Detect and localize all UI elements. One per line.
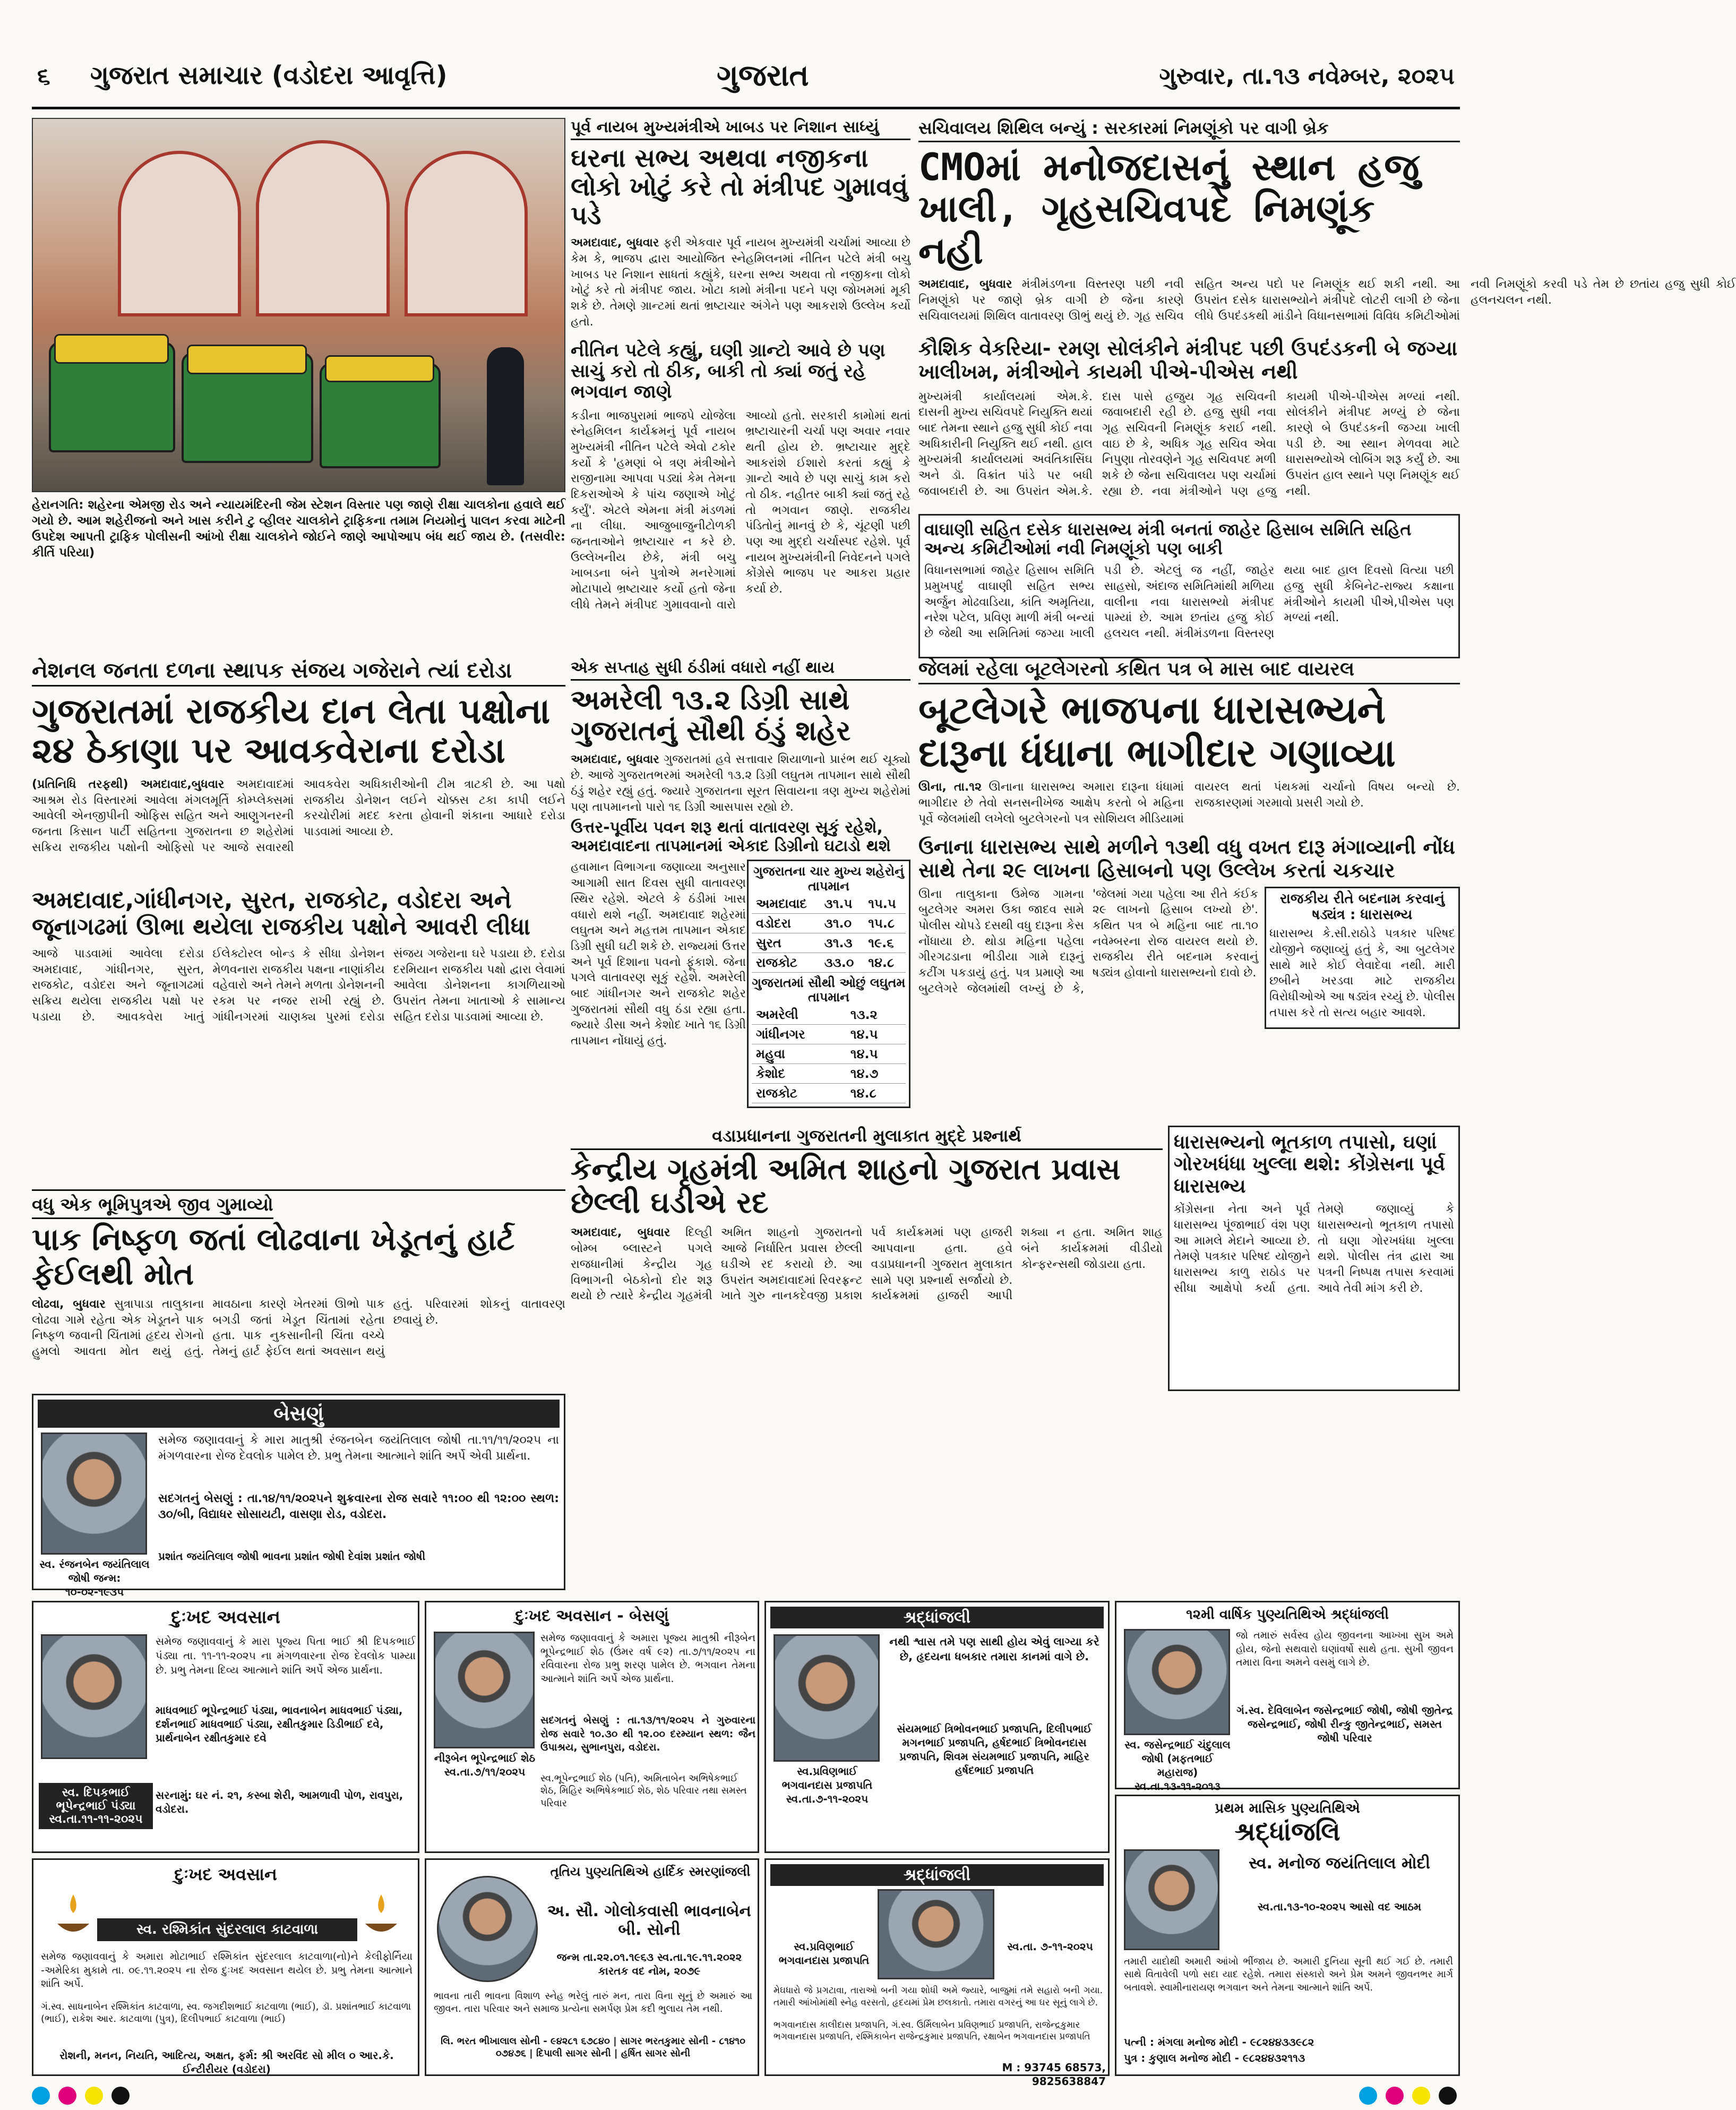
family-names: સંયમભાઈ ત્રિભોવનભાઈ પ્રજાપતિ, દિલીપભાઈ મગનભાઈ પ્રજાપતિ, હર્ષદભાઈ ત્રિભોવનદાસ પ્રજાપતિ, શિવમ સંયમભાઈ પ્રજાપતિ, માહિર હર્ષદભાઈ પ્રજાપતિ (897, 1722, 1092, 1777)
temperature-table (747, 860, 910, 1108)
registration-mark (1359, 2087, 1377, 2105)
notice-title: ૧૨મી વાર્ષિક પુણ્યતિથિએ શ્રદ્ધાંજલી (1186, 1607, 1389, 1623)
article-body (918, 277, 1736, 334)
wife-contact: પત્ની : મંગલા મનોજ મોદી - ૯૮૨૪૪૩૩૯૮૨ (1124, 2036, 1314, 2048)
temp-cell: ૧૪.૫ (846, 1024, 906, 1044)
article-body (571, 1225, 1163, 1395)
dates: જન્મ તા.૨૨.૦૧.૧૯૬૩ સ્વ.તા.૧૯.૧૧.૨૦૨૨ કારતક વદ નોમ, ૨૦૭૯ (556, 1951, 742, 1977)
dates: સ્વ.તા.૧૩-૧૧-૨૦૧૩ (1135, 1780, 1221, 1792)
registration-mark (1412, 2087, 1430, 2105)
story-cmo (918, 118, 1736, 654)
statement-body: ધારાસભ્ય કે.સી.રાઠોડે પત્રકાર પરિષદ યોજીને જણાવ્યું હતું કે, આ બુટલેગર સાથે મારે કોઈ લેવાદેવા નથી. મારી છબીને ખરડવા માટે રાજકીય વિરોધીઓએ આ ષડ્યંત્ર રચ્યું છે. પોલીસ તપાસ કરે તો સત્ય બહાર આવશે. (1269, 927, 1455, 1019)
temp-cell: મહુવા (752, 1044, 846, 1063)
registration-mark (85, 2087, 103, 2105)
family-names: પ્રશાંત જયંતિલાલ જોષી ભાવના પ્રશાંત જોષી દેવાંશ પ્રશાંત જોષી (158, 1550, 426, 1563)
temp-cell: વડોદરા (752, 913, 820, 933)
phone: M : 93745 68573, 9825638847 (1002, 2061, 1106, 2088)
portrait-photo (878, 1889, 994, 1979)
temp-cell: રાજકોટ (752, 1083, 846, 1103)
name: સ્વ. દિપકભાઈ ભૂપેન્દ્રભાઈ પંડ્યા (56, 1786, 136, 1813)
dates: સ્વ.તા.૭-૧૧-૨૦૨૫ (786, 1792, 869, 1805)
portrait-photo (41, 1433, 147, 1555)
family-names: ભગવાનદાસ કાલીદાસ પ્રજાપતિ, ગં.સ્વ. ઉર્મિલાબેન પ્રવિણભાઈ પ્રજાપતિ, રાજેન્દ્રકુમાર ભગવાનદાસ પ્રજાપતિ, રશ્મિકાબેન રાજેન્દ્રકુમાર પ્રજાપતિ, રક્ષાબેન ભગવાનદાસ પ્રજાપતિ (774, 2020, 1090, 2043)
subheadline: ઉત્તર-પૂર્વીય પવન શરૂ થતાં વાતાવરણ સૂકું રહેશે, અમદાવાદના તાપમાનમાં એકાદ ડિગ્રીનો ઘટાડો થશે (571, 818, 891, 855)
page-number: ૬ (37, 63, 50, 90)
dates: સ્વ.તા. ૭-૧૧-૨૦૨૫ (1007, 1940, 1093, 1953)
article-text: અમદાવાદમાં આશ્રમ રોડ વિસ્તારમાં આવેલા મંગલમૂર્તિ કોમ્પ્લેક્સમાં આવેલી એનજીપીની ઓફિસ સહિત અને આણુગનરની જનતા કિસાન પાર્ટી સહિતના ગુજરાતના છ શહેરોમાં સક્રિય રાજકીય પક્ષોની ઓફિસો પર આજે સવારથી આવકવેરા અધિકારીઓની ટીમ ત્રાટકી છે. આ પક્ષો રાજકીય ડોનેશન લઈને ચોક્કસ ટકા કાપી લઈને કરચોરીમાં મદદ કરતા હોવાની શંકાના આધારે દરોડા પાડવામાં આવ્યા છે. (32, 777, 565, 854)
city-temps (752, 894, 906, 973)
headline: બૂટલેગરે ભાજપના ધારાસભ્યને દારૂના ધંધાના ભાગીદાર ગણાવ્યા (918, 688, 1396, 775)
deceased-name: સ્વ. મનોજ જયંતિલાલ મોદી (1248, 1854, 1431, 1873)
portrait-photo (437, 1876, 538, 1982)
notice-body: સમેજ જણાવવાનું કે મારા માતુશ્રી રંજનબેન જયંતિલાલ જોષી તા.૧૧/૧૧/૨૦૨૫ ના મંગળવારના રોજ દેવલોક પામેલ છે. પ્રભુ તેમના આત્માને શાંતિ અર્પે એવી પ્રાર્થના. (158, 1434, 559, 1463)
temp-cell: રાજકોટ (752, 953, 820, 972)
obituary-rashmikant (32, 1858, 419, 2076)
story-farmer (32, 1189, 565, 1386)
temp-cell: અમદાવાદ (752, 894, 820, 914)
headline: ગુજરાતમાં રાજકીય દાન લેતા પક્ષોના ૨૪ ઠેકાણા પર આવકવેરાના દરોડા (32, 691, 551, 771)
station-arch (256, 140, 390, 316)
story-raids (32, 658, 565, 1189)
headline: ધારાસભ્યનો ભૂતકાળ તપાસો, ઘણાં ગોરખધંધા ખુલ્લા થશે: કોંગ્રેસના પૂર્વ ધારાસભ્ય (1174, 1131, 1446, 1197)
article-body-2: મુખ્યમંત્રી કાર્યાલયમાં એમ.કે. દાસની મુખ્ય સચિવપદે નિયુક્તિ થયાં બાદ તેમના સ્થાને હજુ સુધી કોઈ નવા અધિકારીની નિયુક્તિ થઈ નથી. હાલ મુખ્યમંત્રી કાર્યાલયમાં અવંતિકાસિંઘ અને ડૉ. વિક્રાંત પાંડે પર બધી જવાબદારી છે. આ ઉપરાંત એમ.કે. દાસ પાસે હજુય ગૃહ સચિવની જવાબદારી રહી છે. હજુ સુધી નવા ગૃહ સચિવની નિમણૂંક કરાઈ નથી. વાઇ છે કે, અધિક ગૃહ સચિવ એવા નિપુણા તોરવણેને ગૃહ સચિવપદ મળી શકે છે જેના સચિવાલય પણ ચર્ચામાં રહ્યા છે. નવા મંત્રીઓને પણ હજુ કાયમી પીએ-પીએસ મળ્યાં નથી. સોલંકીને મંત્રીપદ મળ્યું છે જેના કારણે બે ઉપદંડકની જગ્યા ખાલી પડી છે. આ સ્થાન મેળવવા માટે ધારાસભ્યોએ લોબિંગ શરૂ કર્યું છે. આ ઉપરાંત હાલ સ્થાને પણ નિમણૂંક થઈ નથી. (918, 390, 1460, 498)
notice-title: શ્રદ્ધાંજલી (770, 1864, 1104, 1886)
family-names: લિ. ભરત ભીખાલાલ સોની - ૯૪૨૮૧ ૬૭૮૪૦ | સાગર ભરતકુમાર સોની - ૮૧૪૧૦ ૦૭૪૭૬ | દિપાલી સાગર સોની | હર્ષિત સાગર સોની (441, 2036, 745, 2060)
family-names: ગં.સ્વ. સાધનાબેન રશ્મિકાંત કાટવાળા, સ્વ. જગદીશભાઈ કાટવાળા (ભાઈ), ડૉ. પ્રશાંતભાઈ કાટવાળા (ભાઈ), રાકેશ આર. કાટવાળા (પુત્ર), દિલીપભાઈ કાટવાળા (ભાઈ) (41, 2001, 411, 2025)
notice-title: તૃતિય પુણ્યતિથિએ હાર્દિક સ્મરણાંજલી (550, 1864, 751, 1879)
kicker: વધુ એક ભૂમિપુત્રએ જીવ ગુમાવ્યો (32, 1194, 273, 1219)
article-text: ગુજરાતમાં હવે સત્તાવાર શિયાળાનો પ્રારંભ થઈ ચૂક્યો છે. આજે ગુજરાતભરમાં અમરેલી ૧૩.૨ ડિગ્રી લઘુતમ તાપમાન સાથે સૌથી ઠંડું શહેર રહ્યું હતું. જ્યારે ગુજરાતના સૂરત સિવાયના ત્રણ મુખ્ય શહેરોમાં પણ તાપમાનનો પારો ૧૬ ડિગ્રી આસપાસ રહ્યો છે. (571, 753, 910, 814)
deceased-name (771, 1764, 883, 1806)
temp-row (752, 894, 906, 914)
box-title: વાઘાણી સહિત દસેક ધારાસભ્ય મંત્રી બનતાં જાહેર હિસાબ સમિતિ સહિત અન્ય કમિટીઓમાં નવી નિમણૂંકો પણ બાકી (924, 519, 1412, 559)
verse: નથી શ્વાસ તમે પણ સાથી હોય એવું લાગ્યા કરે છે, હૃદયના ધબકાર તમારા કાનમાં વાગે છે. (889, 1635, 1099, 1663)
rickshaw-roof (325, 355, 434, 382)
low-row (752, 1044, 906, 1063)
rickshaw-roof (187, 345, 307, 374)
headline: અમરેલી ૧૩.૨ ડિગ્રી સાથે ગુજરાતનું સૌથી ઠંડું શહેર (571, 684, 851, 748)
portrait-photo (1124, 1849, 1219, 1950)
kicker: સચિવાલય શિથિલ બન્યું : સરકારમાં નિમણૂંકો પર વાગી બ્રેક (918, 118, 1460, 142)
lows-title: ગુજરાતમાં સૌથી ઓછું લઘુતમ તાપમાન (752, 975, 906, 1005)
page-header (32, 51, 1460, 109)
name: સ્વ. જસેન્દ્રભાઈ ચંદુલાલ જોષી (મફતભાઈ મહારાજ) (1124, 1738, 1231, 1779)
low-row (752, 1083, 906, 1103)
notice-body: સમેજ જણાવવાનું કે મારા પૂજ્ય પિતા ભાઈ શ્રી દિપકભાઈ પંડ્યા તા. ૧૧-૧૧-૨૦૨૫ ના મંગળવારના રોજ દેવલોક પામ્યા છે. પ્રભુ તેમના દિવ્ય આત્માને શાંતિ અર્પે એજ પ્રાર્થના. (156, 1635, 416, 1676)
notice-body: સમેજ જણાવવાનું કે અમારા પૂજ્ય માતુશ્રી નીરૂબેન ભૂપેન્દ્રભાઈ શેઠ (ઉંમર વર્ષ ૯૨) તા.૭/૧૧/૨૦૨૫ ના રવિવારના રોજ પ્રભુ શરણ પામેલ છે. ભગવાન તેમના આત્માને શાંતિ અર્પે એજ પ્રાર્થના. (540, 1632, 755, 1685)
news-photo (32, 118, 565, 492)
portrait-photo (1124, 1629, 1230, 1735)
dateline: અમદાવાદ, બુધવાર (571, 1226, 671, 1240)
low-row (752, 1024, 906, 1044)
registration-mark (32, 2087, 50, 2105)
temp-cell: ૧૪.૮ (846, 1083, 906, 1103)
dateline: અમદાવાદ, બુધવાર (918, 278, 1012, 291)
article-body (32, 1297, 565, 1366)
article-body-2: આજે પાડવામાં આવેલા દરોડા અમદાવાદ, ગાંધીનગર, સુરત, રાજકોટ, વડોદરા અને જૂનાગઢમાં સક્રિય થયેલા રાજકીય પક્ષો પર પડાયા છે. આવકવેરા ખાતું ઈલેક્ટોરલ બોન્ડ કે સીધા ડોનેશન મેળવનારા રાજકીય પક્ષના નાણાંકીય વહેવારો અને તેમને મળતા ડોનેશનની રકમ પર નજર રાખી રહ્યું છે. ગાંધીનગરમાં ચાણક્ય પુરમાં દરોડા સંજય ગજેરાના ઘરે પડાયા છે. દરોડા દરમિયાન રાજકીય પક્ષો દ્વારા લેવામાં આવેલા ડોનેશનના કાગળિયાઓ ઉપરાંત તેમના ખાતાઓ કે સામાન્ય સહિત દરોડા પાડવામાં આવ્યા છે. (32, 947, 565, 1024)
temp-row (752, 953, 906, 972)
notice-title: શ્રદ્ધાંજલિ (1234, 1817, 1340, 1847)
statement-box (1265, 887, 1460, 1029)
temp-cell: અમરેલી (752, 1005, 846, 1025)
kicker: એક સપ્તાહ સુધી ઠંડીમાં વધારો નહીં થાય (571, 658, 910, 681)
shradhanjali-pravinbhai-2 (764, 1858, 1110, 2088)
subheadline: અમદાવાદ,ગાંધીનગર, સુરત, રાજકોટ, વડોદરા અને જૂનાગઢમાં ઊભા થયેલા રાજકીય પક્ષોને આવરી લીધા (32, 886, 531, 941)
article-body (32, 777, 565, 883)
notice-body: સમેજ જણાવવાનું કે અમારા મોટાભાઈ રશ્મિકાંત સુંદરલાલ કાટવાળા(નો)ને કેલીફોર્નિયા -અમેરિકા મુકામે તા. ૦૯.૧૧.૨૦૨૫ ના રોજ દુઃખદ અવસાન થયેલ છે. પ્રભુ તેમના આત્માને શાંતિ અર્પે. (41, 1951, 412, 1990)
shradhanjali-jasendrabhai (1115, 1601, 1460, 1792)
dateline: અમદાવાદ, બુધવાર (571, 753, 659, 767)
name: સ્વ. રંજનબેન જયંતિલાલ જોષી (39, 1558, 150, 1584)
issue-date: ગુરુવાર, તા.૧૩ નવેમ્બર, ૨૦૨૫ (1159, 63, 1455, 90)
family-names: માધવભાઈ ભૂપેન્દ્રભાઈ પંડ્યા, ભાવનાબેન માધવભાઈ પંડ્યા, દર્શનભાઈ માધવભાઈ પંડ્યા, રક્ષીતકુમાર ડિડીભાઈ દવે, પ્રાર્થનાબેન રક્ષીતકુમાર દવે (156, 1704, 403, 1744)
kicker: પૂર્વ નાયબ મુખ્યમંત્રીએ ખાબડ પર નિશાન સાધ્યું (571, 118, 910, 140)
temp-cell: સુરત (752, 933, 820, 953)
deceased-name (432, 1751, 538, 1779)
subheadline: ઉનાના ધારાસભ્ય સાથે મળીને ૧૩થી વધુ વખત દારૂ મંગાવ્યાની નોંધ સાથે તેના ૨૯ લાખના હિસાબનો પણ ઉલ્લેખ કરતાં ચકચાર (918, 835, 1455, 882)
rickshaw-roof (54, 334, 169, 364)
family-names: ગં.સ્વ. દેવિલાબેન જસેન્દ્રભાઈ જોષી, જોષી જીતેન્દ્ર જસેન્દ્રભાઈ, જોષી રીન્કુ જીતેન્દ્રભાઈ, સમસ્ત જોષી પરિવાર (1236, 1704, 1453, 1744)
temp-cell: ૩૧.૫ (820, 894, 864, 914)
registration-mark (111, 2087, 130, 2105)
story-ex-mla (1168, 1126, 1460, 1391)
portrait-photo (434, 1632, 535, 1748)
caption-credit: (તસવીર: કીર્તિ પરિયા) (32, 529, 565, 560)
photo-caption (32, 498, 565, 577)
notice-title: દુઃખદ અવસાન (174, 1864, 277, 1884)
notice-body: ભાવના તારી ભાવના વિશાળ સ્નેહ ભરેલું તારું મન, તારા વિના સૂનું છે અમારું આ જીવન. તારા પરિવાર અને સમાજ પ્રત્યેના સમર્પણ પ્રેમ કદી ભુલાય તેમ નથી. (434, 1991, 752, 2015)
story-minister (571, 118, 910, 654)
box-body: વિધાનસભામાં જાહેર હિસાબ સમિતિ પ્રમુખપદું વાઘાણી સહિત સભ્ય અર્જુન મોઢવાડિયા, કાંતિ અમૃતિયા, નરેશ પટેલ, પ્રવિણ માળી મંત્રી બન્યાં છે જેથી આ સમિતિમાં જગ્યા ખાલી પડી છે. એટલું જ નહીં, જાહેર સાહસો, અંદાજ સમિતિમાંથી મળિયા વાલીના નવા ધારાસભ્યો મંત્રીપદ પામ્યાં છે. આમ છતાંય હજુ કોઈ હલચલ નથી. મંત્રીમંડળના વિસ્તરણ થયા બાદ હાલ દિવસો વિત્યા પછી હજુ સુધી કેબિનેટ-રાજ્ય કક્ષાના મંત્રીઓને કાયમી પીએ,પીએસ પણ મળ્યાં નથી. (924, 564, 1454, 640)
deceased-name: સ્વ. રશ્મિકાંત સુંદરલાલ કાટવાળા (97, 1918, 357, 1941)
address: સરનામું: ઘર નં. ૨૧, કસ્બા શેરી, આમળાવી પોળ, રાવપુરા, વડોદરા. (156, 1789, 403, 1815)
section-title: ગુજરાત (717, 58, 809, 93)
kicker: વડાપ્રધાનના ગુજરાતની મુલાકાત મુદ્દે પ્રશ્નાર્થ (571, 1126, 1163, 1150)
diya-icon (55, 1892, 92, 1940)
portrait-photo (774, 1634, 880, 1762)
story-cold (571, 658, 910, 1115)
article-text: ઊનાના ધારાસભ્ય અમારા દારૂના ધંધામાં ભાગીદાર છે તેવો સનસનીખેજ આક્ષેપ કરતો બે મહિના પૂર્વે જેલમાંથી લખેલો બુટલેગરનો પત્ર સોશિયલ મીડિયામાં વાયરલ થતાં પંથકમાં ચર્ચાનો વિષય બન્યો છે. રાજકારણમાં ગરમાવો પ્રસરી ગયો છે. (918, 780, 1460, 826)
shradhanjali-manoj (1115, 1795, 1460, 2076)
article-body-2: કડીના ભાજપુરામાં ભાજપે યોજેલા સ્નેહમિલન કાર્યક્રમનું પૂર્વ નાયબ મુખ્યમંત્રી નીતિન પટેલે એવો ટકોર કર્યો કે 'હમણાં બે ત્રણ મંત્રીઓને રાજીનામા આપવા પડ્યાં કેમ તેમના દિકરાઓએ કે પાંચ જણાએ ખોટું કર્યું'. એટલે એમના મંત્રી મંડળમાં ના લીધા. આજુબાજુનીટોળકી જનતાઓને ભ્રષ્ટાચાર ન કરે છે. ઉલ્લેખનીય છેકે, મંત્રી બચુ ખાબડના બંને પુત્રોએ મનરેગામાં મોટાપાયે ભ્રષ્ટાચાર કર્યો હતો જેના લીધે તેમને મંત્રીપદ ગુમાવવાનો વારો આવ્યો હતો. સરકારી કામોમાં થતાં ભ્રષ્ટાચારની ચર્ચા પણ અવાર નવાર થતી હોય છે. ભ્રષ્ટાચાર મુદ્દે આકરાંશે ઈશારો કરતાં કહ્યું કે ગ્રાન્ટો આવે છે પણ સાચું કામ કરો તો ઠીક. નહીતર બાકી ક્યાં જતું રહે તો ભગવાન જાણે. રાજકીય પંડિતોનું માનવું છે કે, ચૂંટણી પછી પણ આ મુદ્દો ચર્ચાસ્પદ રહેશે. પૂર્વ નાયબ મુખ્યમંત્રીની નિવેદનને પગલે કોંગ્રેસે ભાજપ પર આકરા પ્રહાર કર્યા છે. (571, 409, 910, 612)
kicker: જેલમાં રહેલા બૂટલેગરનો કથિત પત્ર બે માસ બાદ વાયરલ (918, 658, 1460, 684)
obituary-dipakbhai (32, 1601, 419, 1853)
dateline: ઊના, તા.૧૨ (918, 780, 982, 794)
temp-cell: ૧૪.૫ (846, 1044, 906, 1063)
statement-title: રાજકીય રીતે બદનામ કરવાનું ષડ્યંત્ર : ધારાસભ્ય (1279, 890, 1445, 923)
besnu-notice (32, 1394, 565, 1598)
kicker: નેશનલ જનતા દળના સ્થાપક સંજય ગજેરાને ત્યાં દરોડા (32, 658, 565, 687)
temp-cell: ૧૪.૮ (864, 953, 906, 972)
article-text: દિલ્હી બોમ્બ બ્લાસ્ટને પગલે રાજધાનીમાં કેન્દ્રીય ગૃહ વિભાગની બેઠકોનો દોર શરૂ થયો છે ત્યારે કેન્દ્રીય ગૃહમંત્રી અમિત શાહનો ગુજરાતનો આજે નિર્ધારિત પ્રવાસ છેલ્લી ઘડીએ રદ કરાયો છે. આ ઉપરાંત અમદાવાદમાં રિવરફ્રન્ટ ખાતે ગુરુ નાનકદેવજી પ્રકાશ પર્વ કાર્યક્રમમાં પણ હાજરી આપવાના હતા. હવે વડાપ્રધાનની ગુજરાત મુલાકાત સામે પણ પ્રશ્નાર્થ સર્જાયો છે. કાર્યક્રમમાં હાજરી આપી શક્યા ન હતા. અમિત શાહ બંને કાર્યક્રમમાં વીડીયો કોન્ફરન્સથી જોડાયા હતા. (571, 1226, 1163, 1303)
obituary-nirubens (425, 1601, 759, 1853)
dates: સ્વ.તા.૭/૧૧/૨૦૨૫ (444, 1765, 526, 1778)
notice-title: દુઃખદ અવસાન - બેસણું (515, 1607, 669, 1625)
article-body (918, 779, 1460, 833)
story-shah (571, 1126, 1163, 1391)
subheadline: નીતિન પટેલે કહ્યું, ઘણી ગ્રાન્ટો આવે છે પણ સાચું કરો તો ઠીક, બાકી તો ક્યાં જતું રહે ભગવાન જાણે (571, 340, 886, 403)
besnu-date: સદગતનું બેસણું : તા.૧૩/૧૧/૨૦૨૫ ને ગુરુવારના રોજ સવારે ૧૦.૩૦ થી ૧૨.૦૦ દરમ્યાન સ્થળ: જૈન ઉપાશ્રય, સુભાનપુરા, વડોદરા. (540, 1714, 755, 1754)
smaranjali-bhavnaben (425, 1858, 759, 2076)
registration-mark (1386, 2087, 1404, 2105)
headline: ઘરના સભ્ય અથવા નજીકના લોકો ખોટું કરે તો મંત્રીપદ ગુમાવવું પડે (571, 143, 908, 230)
notice-title: બેસણું (38, 1400, 560, 1428)
registration-mark (1439, 2087, 1457, 2105)
dateline: (પ્રતિનિધિ તરફથી) અમદાવાદ,બુધવાર (32, 777, 225, 791)
temp-row (752, 913, 906, 933)
temp-cell: ૩૩.૦ (820, 953, 864, 972)
caption-text: હેરાનગતિ: શહેરના એમજી રોડ અને ન્યાયમંદિરની જેમ સ્ટેશન વિસ્તાર પણ જાણે રીક્ષા ચાલકોના હવાલે થઈ ગયો છે. આમ શહેરીજનો અને ખાસ કરીને ટુ વ્હીલર ચાલકોને ટ્રાફિકના તમામ નિયમોનું પાલન કરવા માટેની ઉપદેશ આપતી ટ્રાફિક પોલીસની આંખો રીક્ષા ચાલકોને જોઈને જાણે આપોઆપ બંધ થઈ જાય છે. (32, 498, 565, 544)
deceased-name: અ. સૌ. ગોલોકવાસી ભાવનાબેન બી. સોની (547, 1902, 751, 1939)
notice-title: શ્રદ્ધાંજલી (770, 1607, 1104, 1628)
standing-man (487, 347, 524, 485)
subheadline: કૌશિક વેકરિયા- રમણ સોલંકીને મંત્રીપદ પછી ઉપદંડકની બે જગ્યા ખાલીખમ, મંત્રીઓને કાયમી પીએ-પીએસ નથી (918, 337, 1458, 383)
verse: જો તમારું સર્વસ્વ હોય જીવનના આખ્ખા સુખ અમે હોય, જેનો સથવારો ઘણાંવર્ષો સાથે હતા. સુખી જીવન તમારા વિના અમને વસમું લાગે છે. (1236, 1629, 1454, 1669)
dates: જન્મ: ૧૦-૦૨-૧૯૩૫ (65, 1572, 124, 1598)
temp-cell: કેશોદ (752, 1063, 846, 1083)
lowest-temps (752, 1005, 906, 1103)
temps-title: ગુજરાતના ચાર મુખ્ય શહેરોનું તાપમાન (753, 864, 904, 894)
dates: સ્વ.તા.૧૧-૧૧-૨૦૨૫ (49, 1813, 143, 1826)
dateline: અમદાવાદ, બુધવાર (571, 236, 659, 250)
temp-cell: ૩૧.૩ (820, 933, 864, 953)
station-arch (405, 151, 528, 316)
article-body (571, 235, 910, 336)
notice-body: મેઘધારો જે પ્રગટાવા, તારાઓ બની ગયા શોધી અમે જ્યારે, બાજુમાં તમે સહારો બની ગયા. તમારી આંખોમાંથી સ્નેહ વરસતો, હૃદયમાં પ્રેમ છલકાતો. તમારા વગરનું આ ઘર સૂનું લાગે છે. (774, 1985, 1103, 2008)
article-body (571, 752, 910, 816)
temp-cell: ૧૫.૫ (864, 894, 906, 914)
station-arch (118, 151, 241, 316)
notice-title: દુઃખદ અવસાન (171, 1607, 280, 1628)
article-text: મંત્રીમંડળના વિસ્તરણ પછી નવી નિમણૂંકો પર જાણે બ્રેક વાગી છે જેના કારણે સચિવાલયમાં શિથિલ વાતાવરણ ઊભું થયું છે. ગૃહ સચિવ સહિત અન્ય પદો પર નિમણૂંક થઈ શકી નથી. આ ઉપરાંત દસેક ધારાસભ્યોને મંત્રીપદે લોટરી લાગી છે જેના લીધે ઉપદંડકથી માંડીને વિધાનસભામાં વિવિધ કમિટીઓમાં નવી નિમણૂંકો કરવી પડે તેમ છે છતાંય હજુ સુધી કોઈ હલનચલન નથી. (918, 278, 1736, 323)
temp-cell: ૧૯.૬ (864, 933, 906, 953)
temp-cell: ગાંધીનગર (752, 1024, 846, 1044)
article-body-2: હવામાન વિભાગના જણાવ્યા અનુસાર આગામી સાત દિવસ સુધી વાતાવરણ સ્થિર રહેશે. એટલે કે ઠંડીમાં ખાસ વધારો થશે નહીં. અમદાવાદ શહેરમાં લઘુતમ અને મહત્તમ તાપમાન એકાદ ડિગ્રી સુધી ઘટી શકે છે. રાજ્યમાં ઉત્તર અને પૂર્વ દિશાના પવનો ફૂંકાશે. જેના પગલે વાતાવરણ સૂકું રહેશે. અમરેલી બાદ ગાંધીનગર અને રાજકોટ શહેર ગુજરાતમાં સૌથી વધુ ઠંડા રહ્યા હતા. જ્યારે ડીસા અને કેશોદ ખાતે ૧૬ ડિગ્રી તાપમાન નોંધાયું હતું. (571, 861, 746, 1048)
article-text: સુત્રાપાડા તાલુકાના લોઢવા ગામે રહેતા એક ખેડૂતને પાક નિષ્ફળ જવાની ચિંતામાં હૃદય રોગનો હુમલો આવતા મોત થયું હતું. માવઠાના કારણે ખેતરમાં ઊભો પાક બગડી જતાં ખેડૂત ચિંતામાં રહેતા હતા. પાક નુકસાનીની ચિંતા વચ્ચે તેમનું હાર્ટ ફેઈલ થતાં અવસાન થયું હતું. પરિવારમાં શોકનું વાતાવરણ છવાયું છે. (32, 1297, 565, 1358)
article-body-2: ઊના તાલુકાના ઉમેજ ગામના બુટલેગર અમરા ઉકા જાદવ સામે પોલીસ ચોપડે દસથી વધુ દારૂના કેસ નોંધાયા છે. થોડા મહિના પહેલા ગીરગઢડાના ભીડીયા ગામે દારૂનું કટીંગ પકડાયું હતું. પત્ર પ્રમાણે આ બુટલેગરે જેલમાંથી લખ્યું છે કે, 'જેલમાં ગયા પહેલા આ રીતે કંઈક ૨૯ લાખનો હિસાબ લખ્યો છે'. કથિત પત્ર બે મહિના બાદ તા.૧૦ નવેમ્બરના રોજ વાયરલ થયો છે. રાજકીય રીતે બદનામ કરવાનું ષડ્યંત્ર હોવાનો ધારાસભ્યનો દાવો છે. (918, 887, 1258, 996)
headline: CMOમાં મનોજદાસનું સ્થાન હજુ ખાલી, ગૃહસચિવપદે નિમણૂંક નહી (918, 145, 1420, 272)
low-row (752, 1005, 906, 1025)
deceased-name: સ્વ.પ્રવિણભાઈ ભગવાનદાસ પ્રજાપતિ (778, 1940, 870, 1967)
portrait-photo (41, 1634, 147, 1759)
name: નીરૂબેન ભૂપેન્દ્રભાઈ શેઠ (434, 1752, 536, 1764)
info-box (918, 514, 1460, 658)
headline: કેન્દ્રીય ગૃહમંત્રી અમિત શાહનો ગુજરાત પ્રવાસ છેલ્લી ઘડીએ રદ (571, 1152, 1121, 1220)
notice-body: તમારી યાદોથી અમારી આંખો ભીંજાય છે. અમારી દુનિયા સૂની થઈ ગઈ છે. તમારી સાથે વિતાવેલી પળો સદા યાદ રહેશે. તમારા સંસ્કારો અને પ્રેમ અમને જીવનભર માર્ગ બતાવશે. સ્વામીનારાયણ ભગવાન અને તેમના આત્માને શાંતિ અર્પે. (1124, 1956, 1453, 1993)
deceased-name (39, 1783, 153, 1829)
diya-icon (363, 1892, 400, 1940)
article-body: કોંગ્રેસના નેતા અને પૂર્વ ધારાસભ્ય પૂંજાભાઈ વંશ પણ આ મામલે મેદાને આવ્યા છે. તેમણે પત્રકાર પરિષદ યોજીને ધારાસભ્ય કાળુ રાઠોડ પર સીધા આક્ષેપો કર્યા હતા. તેમણે જણાવ્યું કે ધારાસભ્યનો ભૂતકાળ તપાસો તો ઘણા ગોરખધંધા ખુલ્લા થશે. પોલીસ તંત્ર દ્વારા આ પત્રની નિષ્પક્ષ તપાસ કરવામાં આવે તેવી માંગ કરી છે. (1174, 1203, 1454, 1295)
low-row (752, 1063, 906, 1083)
article-text: ફરી એકવાર પૂર્વ નાયબ મુખ્યમંત્રી ચર્ચામાં આવ્યા છે કેમ કે, ભાજપ દ્વારા આયોજિત સ્નેહમિલનમાં નીતિન પટેલે મંત્રી બચુ ખાબડ પર નિશાન સાધતાં કહ્યુંકે, ઘરના સભ્ય અથવા તો નજીકના લોકો ખોટું કરે તો મંત્રીપદ જાય. ખોટા કામો મંત્રીના પદને પણ જોખમમાં મૂકી શકે છે. તેમણે ગ્રાન્ટમાં થતાં ભ્રષ્ટાચાર અંગેને પણ આકરાશે ઉલ્લેખ કર્યો હતો. (571, 236, 910, 329)
dates: સ્વ.તા.૧૩-૧૦-૨૦૨૫ આસો વદ આઠમ (1257, 1900, 1422, 1913)
newspaper-title: ગુજરાત સમાચાર (વડોદરા આવૃત્તિ) (90, 61, 448, 90)
shradhanjali-pravinbhai (764, 1601, 1110, 1853)
headline: પાક નિષ્ફળ જતાં લોઢવાના ખેડૂતનું હાર્ટ ફેઈલથી મોત (32, 1221, 515, 1292)
family-names: સ્વ.ભૂપેન્દ્રભાઈ શેઠ (પતિ), અમિતાબેન અભિષેકભાઈ શેઠ, મિહિર અભિષેકભાઈ શેઠ, શેઠ પરિવાર તથા સમસ્ત પરિવાર (540, 1773, 747, 1809)
notice-footer: રોશની, મનન, નિયતિ, આદિત્ય, અક્ષત, ફર્મ: શ્રી અરવિંદ સો મીલ ૦ આર.કે. ઈન્ટીરીયર (વડોદરા) (59, 2049, 394, 2075)
dateline: લોઢવા, બુધવાર (32, 1297, 106, 1311)
temp-cell: ૩૧.૦ (820, 913, 864, 933)
notice-title-small: પ્રથમ માસિક પુણ્યતિથિએ (1215, 1800, 1360, 1816)
temp-cell: ૧૫.૮ (864, 913, 906, 933)
deceased-name (1122, 1738, 1233, 1793)
story-bootlegger (918, 658, 1460, 1115)
temp-cell: ૧૪.૭ (846, 1063, 906, 1083)
registration-mark (58, 2087, 76, 2105)
name: સ્વ.પ્રવિણભાઈ ભગવાનદાસ પ્રજાપતિ (781, 1765, 873, 1791)
besnu-date: સદગતનું બેસણું : તા.૧૪/૧૧/૨૦૨૫ને શુક્રવારના રોજ સવારે ૧૧:૦૦ થી ૧૨:૦૦ સ્થળ: ૩૦/બી, વિદ્યાધર સોસાયટી, વાસણા રોડ, વડોદરા. (158, 1492, 559, 1521)
temp-cell: ૧૩.૨ (846, 1005, 906, 1025)
temp-row (752, 933, 906, 953)
son-contact: પુત્ર : કુણાલ મનોજ મોદી - ૯૮૨૪૪૩૨૧૧૩ (1124, 2052, 1305, 2064)
